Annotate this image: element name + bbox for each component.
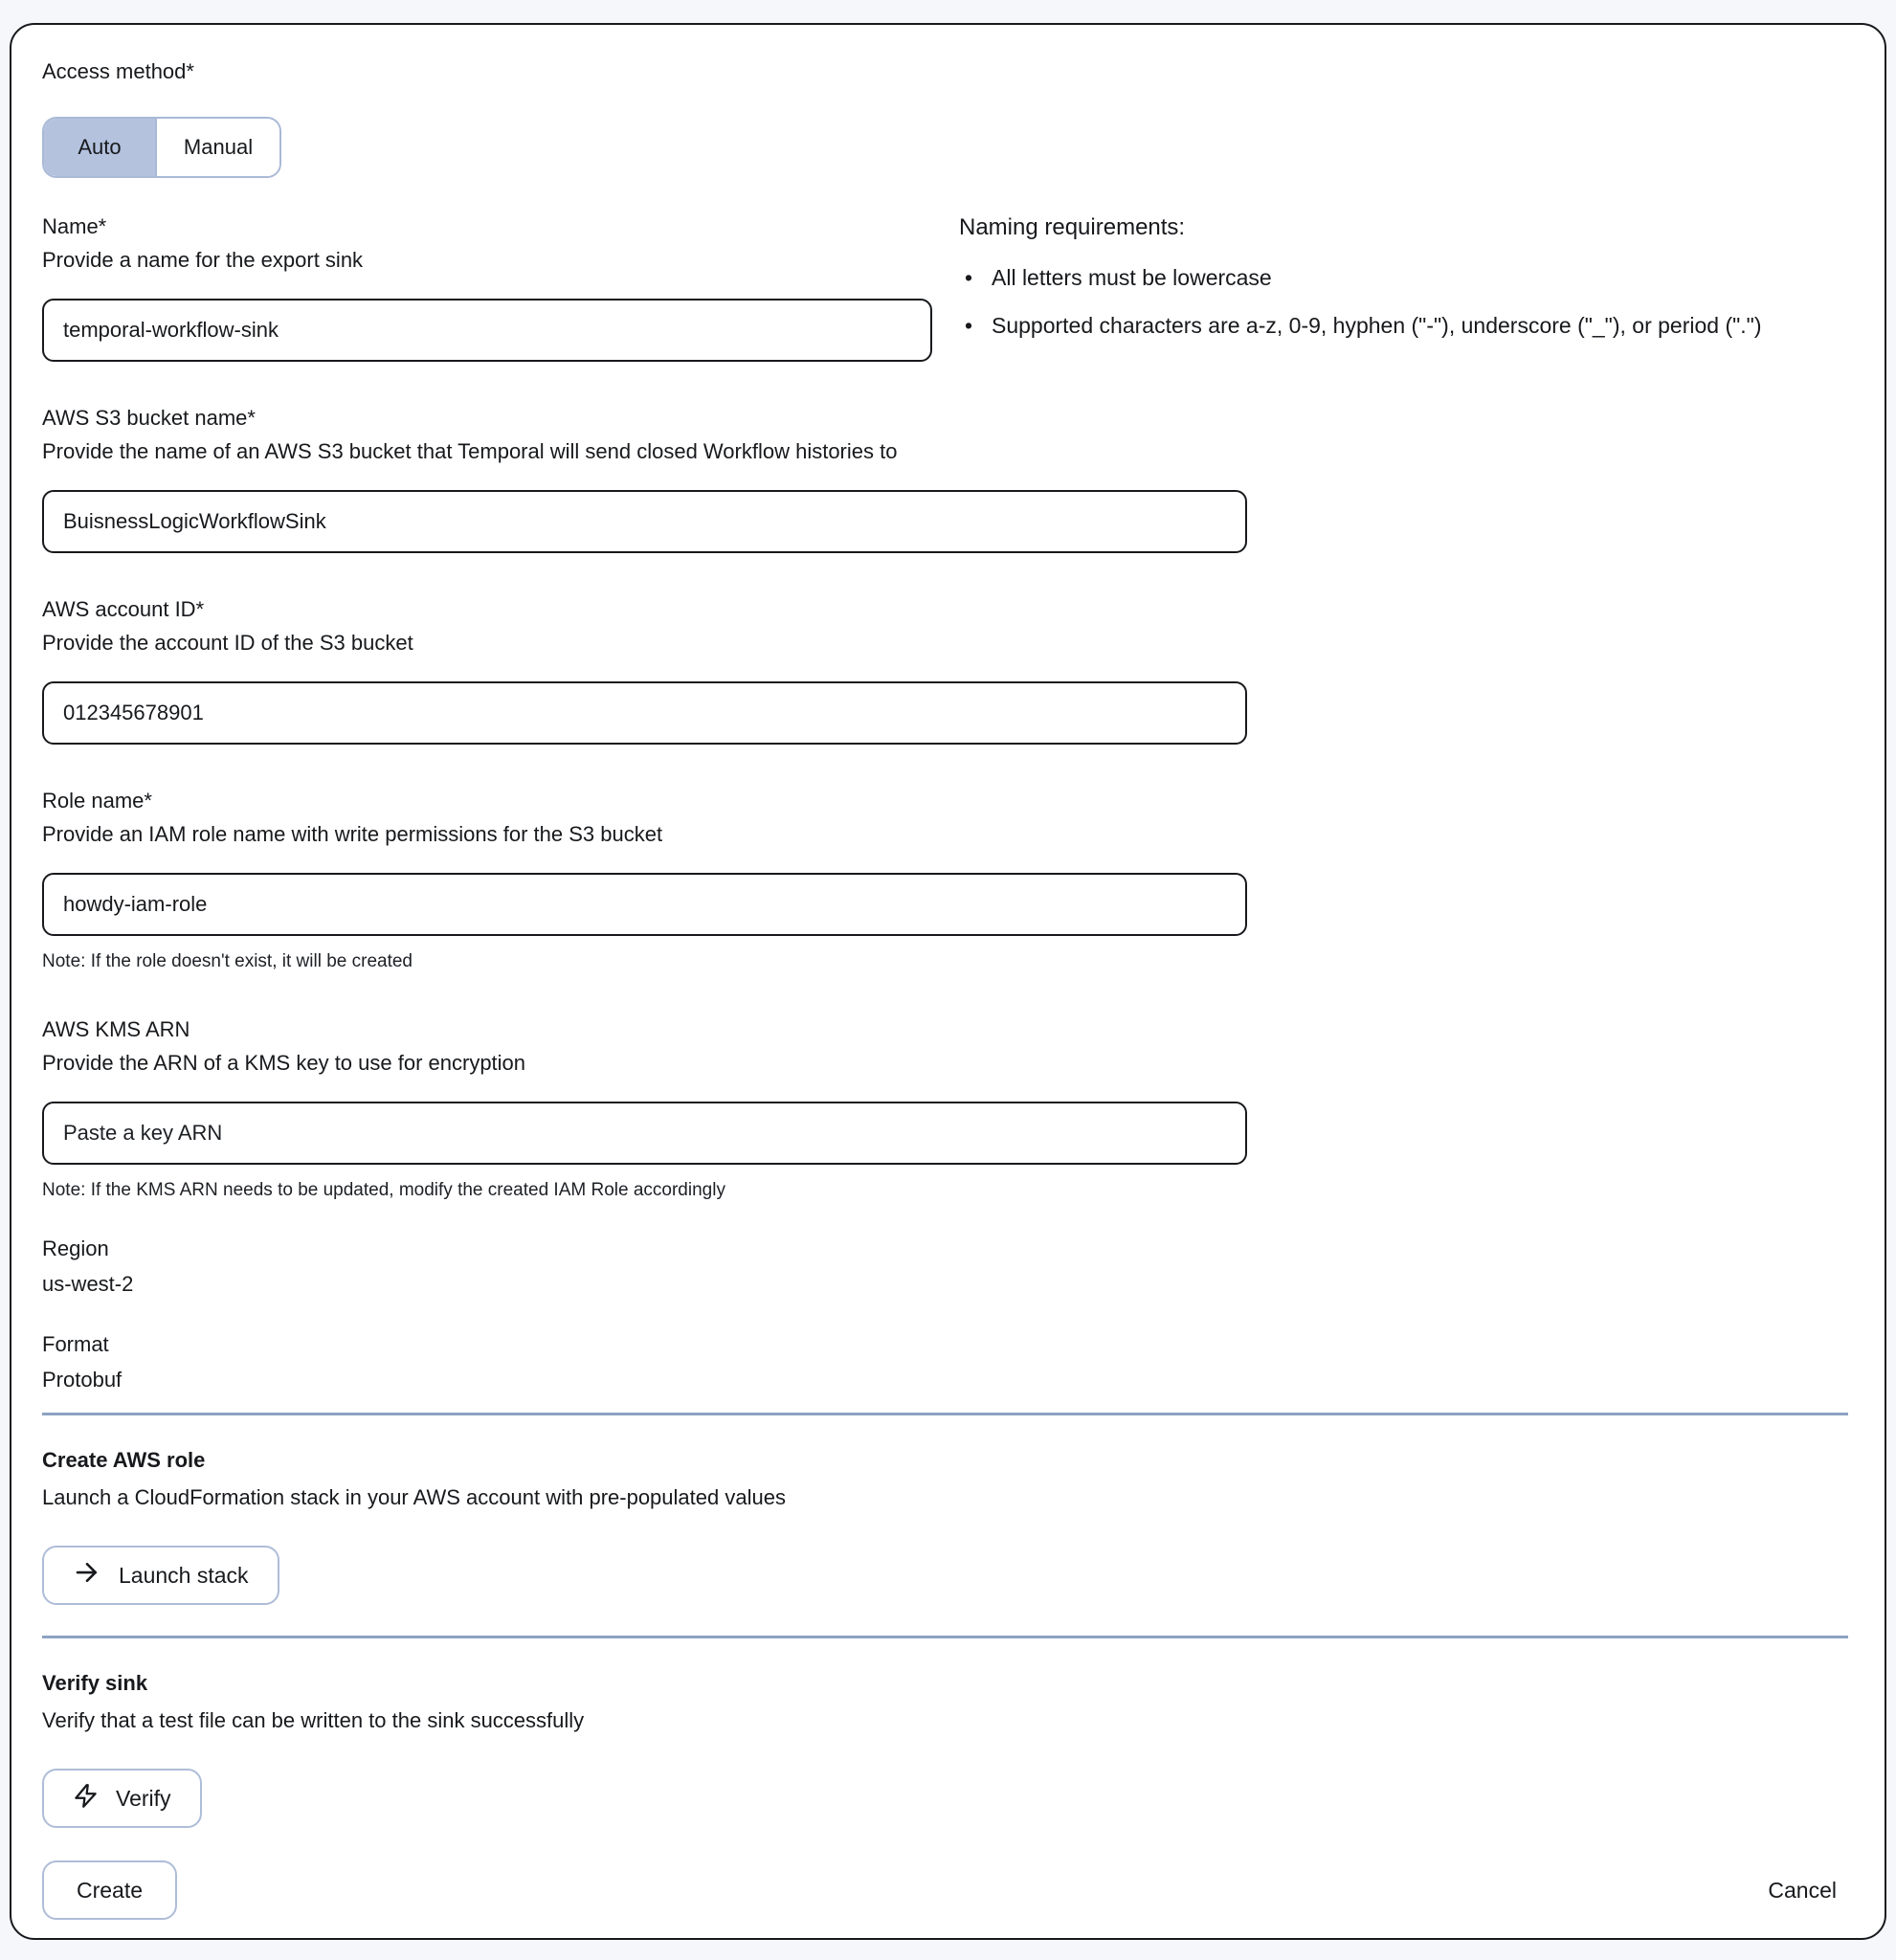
toggle-option-manual[interactable]: Manual <box>155 119 279 176</box>
region-field <box>42 1235 1848 1300</box>
naming-requirement-item: • Supported characters are a-z, 0-9, hyphen ("-"), underscore ("_"), or period (".") <box>959 306 1825 345</box>
naming-requirements-title: Naming requirements: <box>959 214 1186 240</box>
lightning-icon <box>73 1783 99 1815</box>
name-input[interactable] <box>42 299 932 362</box>
cancel-button[interactable]: Cancel <box>1768 1877 1837 1903</box>
s3-bucket-description: Provide the name of an AWS S3 bucket that Temporal will send closed Workflow histories to <box>42 439 898 463</box>
toggle-option-auto[interactable]: Auto <box>44 119 155 176</box>
create-button[interactable]: Create <box>42 1860 177 1920</box>
s3-bucket-input[interactable] <box>42 490 1247 553</box>
role-name-input[interactable] <box>42 873 1247 936</box>
launch-stack-button[interactable] <box>42 1546 279 1605</box>
account-id-label: AWS account ID* <box>42 597 205 621</box>
access-method-toggle <box>42 117 281 178</box>
launch-stack-button-label: Launch stack <box>119 1562 249 1588</box>
section-divider <box>42 1636 1848 1638</box>
format-value: Protobuf <box>42 1368 123 1392</box>
role-name-label: Role name* <box>42 789 152 813</box>
account-id-input[interactable] <box>42 681 1247 745</box>
role-name-note: Note: If the role doesn't exist, it will be created <box>42 951 413 971</box>
region-value: us-west-2 <box>42 1272 134 1296</box>
verify-sink-title: Verify sink <box>42 1671 148 1695</box>
verify-sink-description: Verify that a test file can be written to the sink successfully <box>42 1708 585 1732</box>
form-actions <box>42 1860 1848 1920</box>
naming-requirement-item: • All letters must be lowercase <box>959 258 1825 297</box>
naming-requirements-list <box>959 258 1848 345</box>
arrow-right-icon <box>73 1558 101 1592</box>
kms-arn-label: AWS KMS ARN <box>42 1017 190 1041</box>
format-field <box>42 1330 1848 1395</box>
verify-button[interactable] <box>42 1769 202 1828</box>
export-sink-form-card <box>10 23 1886 1940</box>
create-aws-role-title: Create AWS role <box>42 1448 206 1472</box>
name-field-label: Name* <box>42 214 107 238</box>
name-field-description: Provide a name for the export sink <box>42 248 364 272</box>
format-label: Format <box>42 1332 109 1356</box>
kms-arn-description: Provide the ARN of a KMS key to use for encryption <box>42 1051 526 1075</box>
region-label: Region <box>42 1236 109 1260</box>
create-aws-role-description: Launch a CloudFormation stack in your AWS account with pre-populated values <box>42 1485 786 1509</box>
role-name-description: Provide an IAM role name with write permissions for the S3 bucket <box>42 822 663 846</box>
s3-bucket-label: AWS S3 bucket name* <box>42 406 256 430</box>
verify-button-label: Verify <box>116 1785 171 1811</box>
kms-arn-note: Note: If the KMS ARN needs to be updated, modify the created IAM Role accordingly <box>42 1180 725 1200</box>
section-divider <box>42 1413 1848 1415</box>
access-method-label: Access method* <box>42 59 194 83</box>
kms-arn-input[interactable] <box>42 1102 1247 1165</box>
account-id-description: Provide the account ID of the S3 bucket <box>42 631 413 655</box>
